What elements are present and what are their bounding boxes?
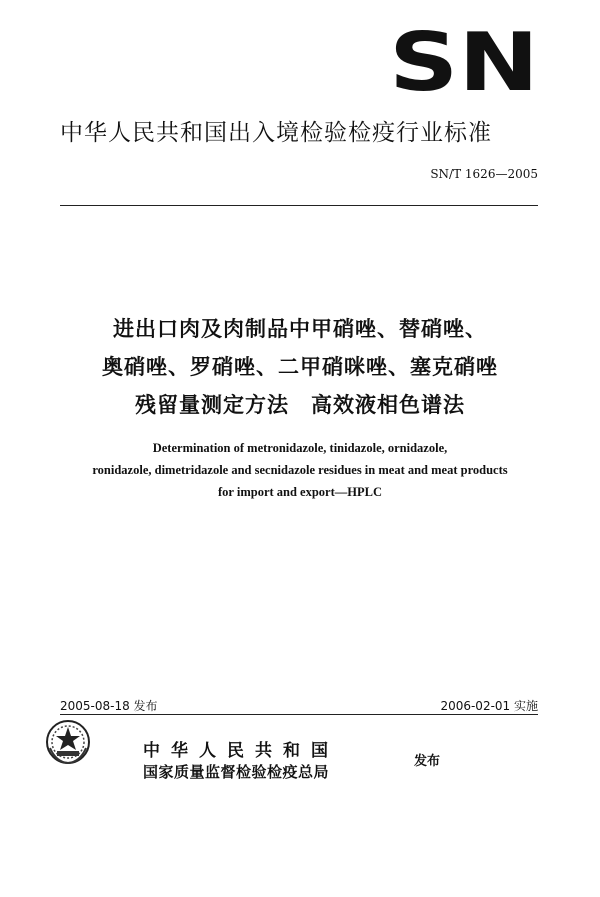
implementation-date: 2006-02-01 实施 [440, 699, 538, 713]
publish-label: 发布 [414, 754, 441, 769]
english-title-line: for import and export—HPLC [218, 485, 382, 499]
bottom-divider [60, 714, 538, 715]
english-title-line: Determination of metronidazole, tinidazole, ornidazole, [152, 441, 448, 455]
chinese-title [40, 310, 560, 424]
publisher-agency: 国家质量监督检验检疫总局 [143, 763, 330, 781]
sn-logo-text: SN [389, 26, 539, 96]
chinese-title-line: 进出口肉及肉制品中甲硝唑、替硝唑、 [113, 317, 487, 341]
top-divider [60, 205, 538, 206]
standard-code: SN/T 1626—2005 [430, 167, 538, 181]
publisher-country: 中华人民共和国 [143, 741, 339, 761]
english-title-line: ronidazole, dimetridazole and secnidazole residues in meat and meat products [92, 463, 508, 477]
chinese-title-line: 残留量测定方法 高效液相色谱法 [135, 393, 465, 417]
english-title [30, 437, 570, 503]
organization-title: 中华人民共和国出入境检验检疫行业标准 [60, 120, 492, 146]
sn-logo [388, 26, 540, 96]
national-emblem-icon [44, 718, 92, 766]
chinese-title-line: 奥硝唑、罗硝唑、二甲硝咪唑、塞克硝唑 [102, 355, 498, 379]
issue-date: 2005-08-18 发布 [60, 699, 158, 713]
publisher-block [143, 741, 339, 783]
